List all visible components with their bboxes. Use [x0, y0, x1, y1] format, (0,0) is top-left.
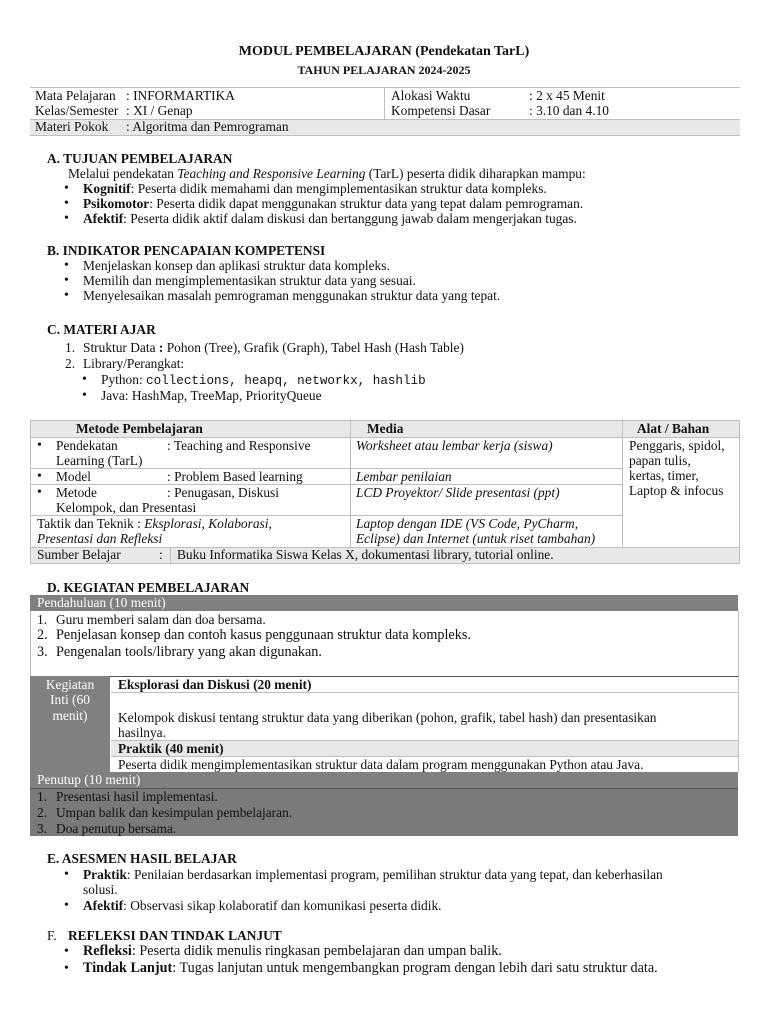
metode-metode-cont: Kelompok, dan Presentasi [56, 500, 197, 515]
media-header: Media [367, 421, 404, 436]
pendahuluan-item: Penjelasan konsep dan contoh kasus penggunaan struktur data kompleks. [56, 627, 471, 643]
pendahuluan-num: 2. [37, 627, 48, 643]
metode-model-value: : Problem Based learning [167, 469, 303, 484]
sumber-value: Buku Informatika Siswa Kelas X, dokumentasi library, tutorial online. [177, 547, 554, 562]
materi-item-2: Library/Perangkat: [83, 356, 185, 371]
metode-pendekatan-label: • Pendekatan [56, 438, 118, 454]
media-item-cont: Eclipse) dan Internet (untuk riset tambahan) [356, 531, 596, 546]
materi-item-1: Struktur Data : Pohon (Tree), Grafik (Graph), Tabel Hash (Hash Table) [83, 340, 464, 355]
document-title: MODUL PEMBELAJARAN (Pendekatan TarL) [238, 44, 530, 59]
praktik-text: Peserta didik mengimplementasikan struktur data dalam program menggunakan Python atau Java. [118, 757, 644, 772]
section-c-heading: C. MATERI AJAR [47, 322, 156, 337]
asesmen-item-cont: solusi. [83, 882, 118, 897]
metode-pendekatan-cont: Learning (TarL) [56, 453, 143, 468]
alat-item: Penggaris, spidol, [629, 438, 725, 453]
media-item: LCD Proyektor/ Slide presentasi (ppt) [356, 485, 560, 500]
kelas-label: Kelas/Semester [35, 103, 119, 118]
kd-label: Kompetensi Dasar [391, 103, 491, 118]
inti-label-2: Inti (60 [50, 692, 90, 707]
metode-header: Metode Pembelajaran [76, 421, 203, 436]
metode-model-label: • Model [56, 469, 91, 485]
indikator-item: • Memilih dan mengimplementasikan struktur data yang sesuai. [83, 273, 416, 289]
penutup-num: 3. [37, 821, 48, 836]
materi-value: : Algoritma dan Pemrograman [126, 119, 289, 134]
pendahuluan-num: 1. [37, 612, 48, 627]
tujuan-item: • Kognitif: Peserta didik memahami dan mengimplementasikan struktur data kompleks. [83, 181, 547, 197]
section-e-heading: E. ASESMEN HASIL BELAJAR [47, 851, 237, 866]
metode-metode-label: • Metode [56, 485, 97, 501]
asesmen-item: • Praktik: Penilaian berdasarkan implementasi program, pemilihan struktur data yang tepat, dan keberhasilan [83, 867, 663, 883]
inti-label-3: menit) [52, 708, 88, 723]
taktik-teknik-cont: Presentasi dan Refleksi [37, 531, 163, 546]
penutup-num: 2. [37, 805, 48, 820]
mapel-label: Mata Pelajaran [35, 88, 116, 103]
eksplorasi-heading: Eksplorasi dan Diskusi (20 menit) [118, 677, 312, 692]
penutup-item: Presentasi hasil implementasi. [56, 789, 218, 804]
section-a-heading: A. TUJUAN PEMBELAJARAN [47, 151, 233, 166]
media-item: Worksheet atau lembar kerja (siswa) [356, 438, 553, 453]
refleksi-item: • Refleksi: Peserta didik menulis ringkasan pembelajaran dan umpan balik. [83, 944, 502, 960]
penutup-header: Penutup (10 menit) [37, 772, 141, 787]
inti-label-1: Kegiatan [45, 677, 95, 692]
section-d-heading: D. KEGIATAN PEMBELAJARAN [47, 580, 250, 595]
materi-num: 2. [65, 356, 76, 371]
alat-header: Alat / Bahan [637, 421, 710, 436]
media-item: Laptop dengan IDE (VS Code, PyCharm, [356, 516, 579, 531]
alokasi-label: Alokasi Waktu [391, 88, 471, 103]
kelas-value: : XI / Genap [126, 103, 193, 118]
pendahuluan-num: 3. [37, 644, 48, 660]
materi-num: 1. [65, 340, 76, 355]
library-java: • Java: HashMap, TreeMap, PriorityQueue [101, 388, 322, 404]
pendahuluan-item: Pengenalan tools/library yang akan digunakan. [56, 644, 322, 660]
eksplorasi-text-cont: hasilnya. [118, 725, 166, 740]
tindak-lanjut-item: • Tindak Lanjut: Tugas lanjutan untuk mengembangkan program dengan lebih dari satu struktur data. [83, 961, 658, 977]
penutup-item: Umpan balik dan kesimpulan pembelajaran. [56, 805, 293, 820]
taktik-teknik: Taktik dan Teknik : Eksplorasi, Kolaborasi, [37, 516, 272, 531]
praktik-heading: Praktik (40 menit) [118, 741, 224, 756]
pendahuluan-header: Pendahuluan (10 menit) [37, 595, 166, 610]
section-b-heading: B. INDIKATOR PENCAPAIAN KOMPETENSI [47, 243, 326, 258]
section-f-letter: F. [47, 928, 57, 943]
metode-pendekatan-value: : Teaching and Responsive [167, 438, 311, 453]
alokasi-value: : 2 x 45 Menit [529, 88, 605, 103]
indikator-item: • Menjelaskan konsep dan aplikasi struktur data kompleks. [83, 258, 390, 274]
alat-item: kertas, timer, [629, 468, 699, 483]
asesmen-item: • Afektif: Observasi sikap kolaboratif dan komunikasi peserta didik. [83, 898, 442, 914]
mapel-value: : INFORMARTIKA [126, 88, 235, 103]
indikator-item: • Menyelesaikan masalah pemrograman menggunakan struktur data yang tepat. [83, 288, 500, 304]
library-python: • Python: collections, heapq, networkx, hashlib [101, 372, 426, 390]
materi-label: Materi Pokok [35, 119, 109, 134]
kd-value: : 3.10 dan 4.10 [529, 103, 609, 118]
alat-item: Laptop & infocus [629, 483, 724, 498]
metode-metode-value: : Penugasan, Diskusi [167, 485, 279, 500]
media-item: Lembar penilaian [356, 469, 452, 484]
pendahuluan-item: Guru memberi salam dan doa bersama. [56, 612, 266, 627]
tujuan-item: • Psikomotor: Peserta didik dapat menggunakan struktur data yang tepat dalam pemrograman. [83, 196, 583, 212]
eksplorasi-text: Kelompok diskusi tentang struktur data yang diberikan (pohon, grafik, tabel hash) dan presentasikan [118, 710, 657, 725]
penutup-item: Doa penutup bersama. [56, 821, 177, 836]
alat-item: papan tulis, [629, 453, 691, 468]
sumber-label: Sumber Belajar [37, 547, 121, 562]
tujuan-item: • Afektif: Peserta didik aktif dalam diskusi dan bertanggung jawab dalam mengerjakan tugas. [83, 211, 577, 227]
section-a-intro: Melalui pendekatan Teaching and Responsive Learning (TarL) peserta didik diharapkan mampu: [68, 166, 586, 181]
penutup-num: 1. [37, 789, 48, 804]
sumber-colon: : [159, 547, 163, 562]
section-f-heading: REFLEKSI DAN TINDAK LANJUT [68, 928, 282, 943]
document-subtitle: TAHUN PELAJARAN 2024-2025 [297, 63, 471, 77]
